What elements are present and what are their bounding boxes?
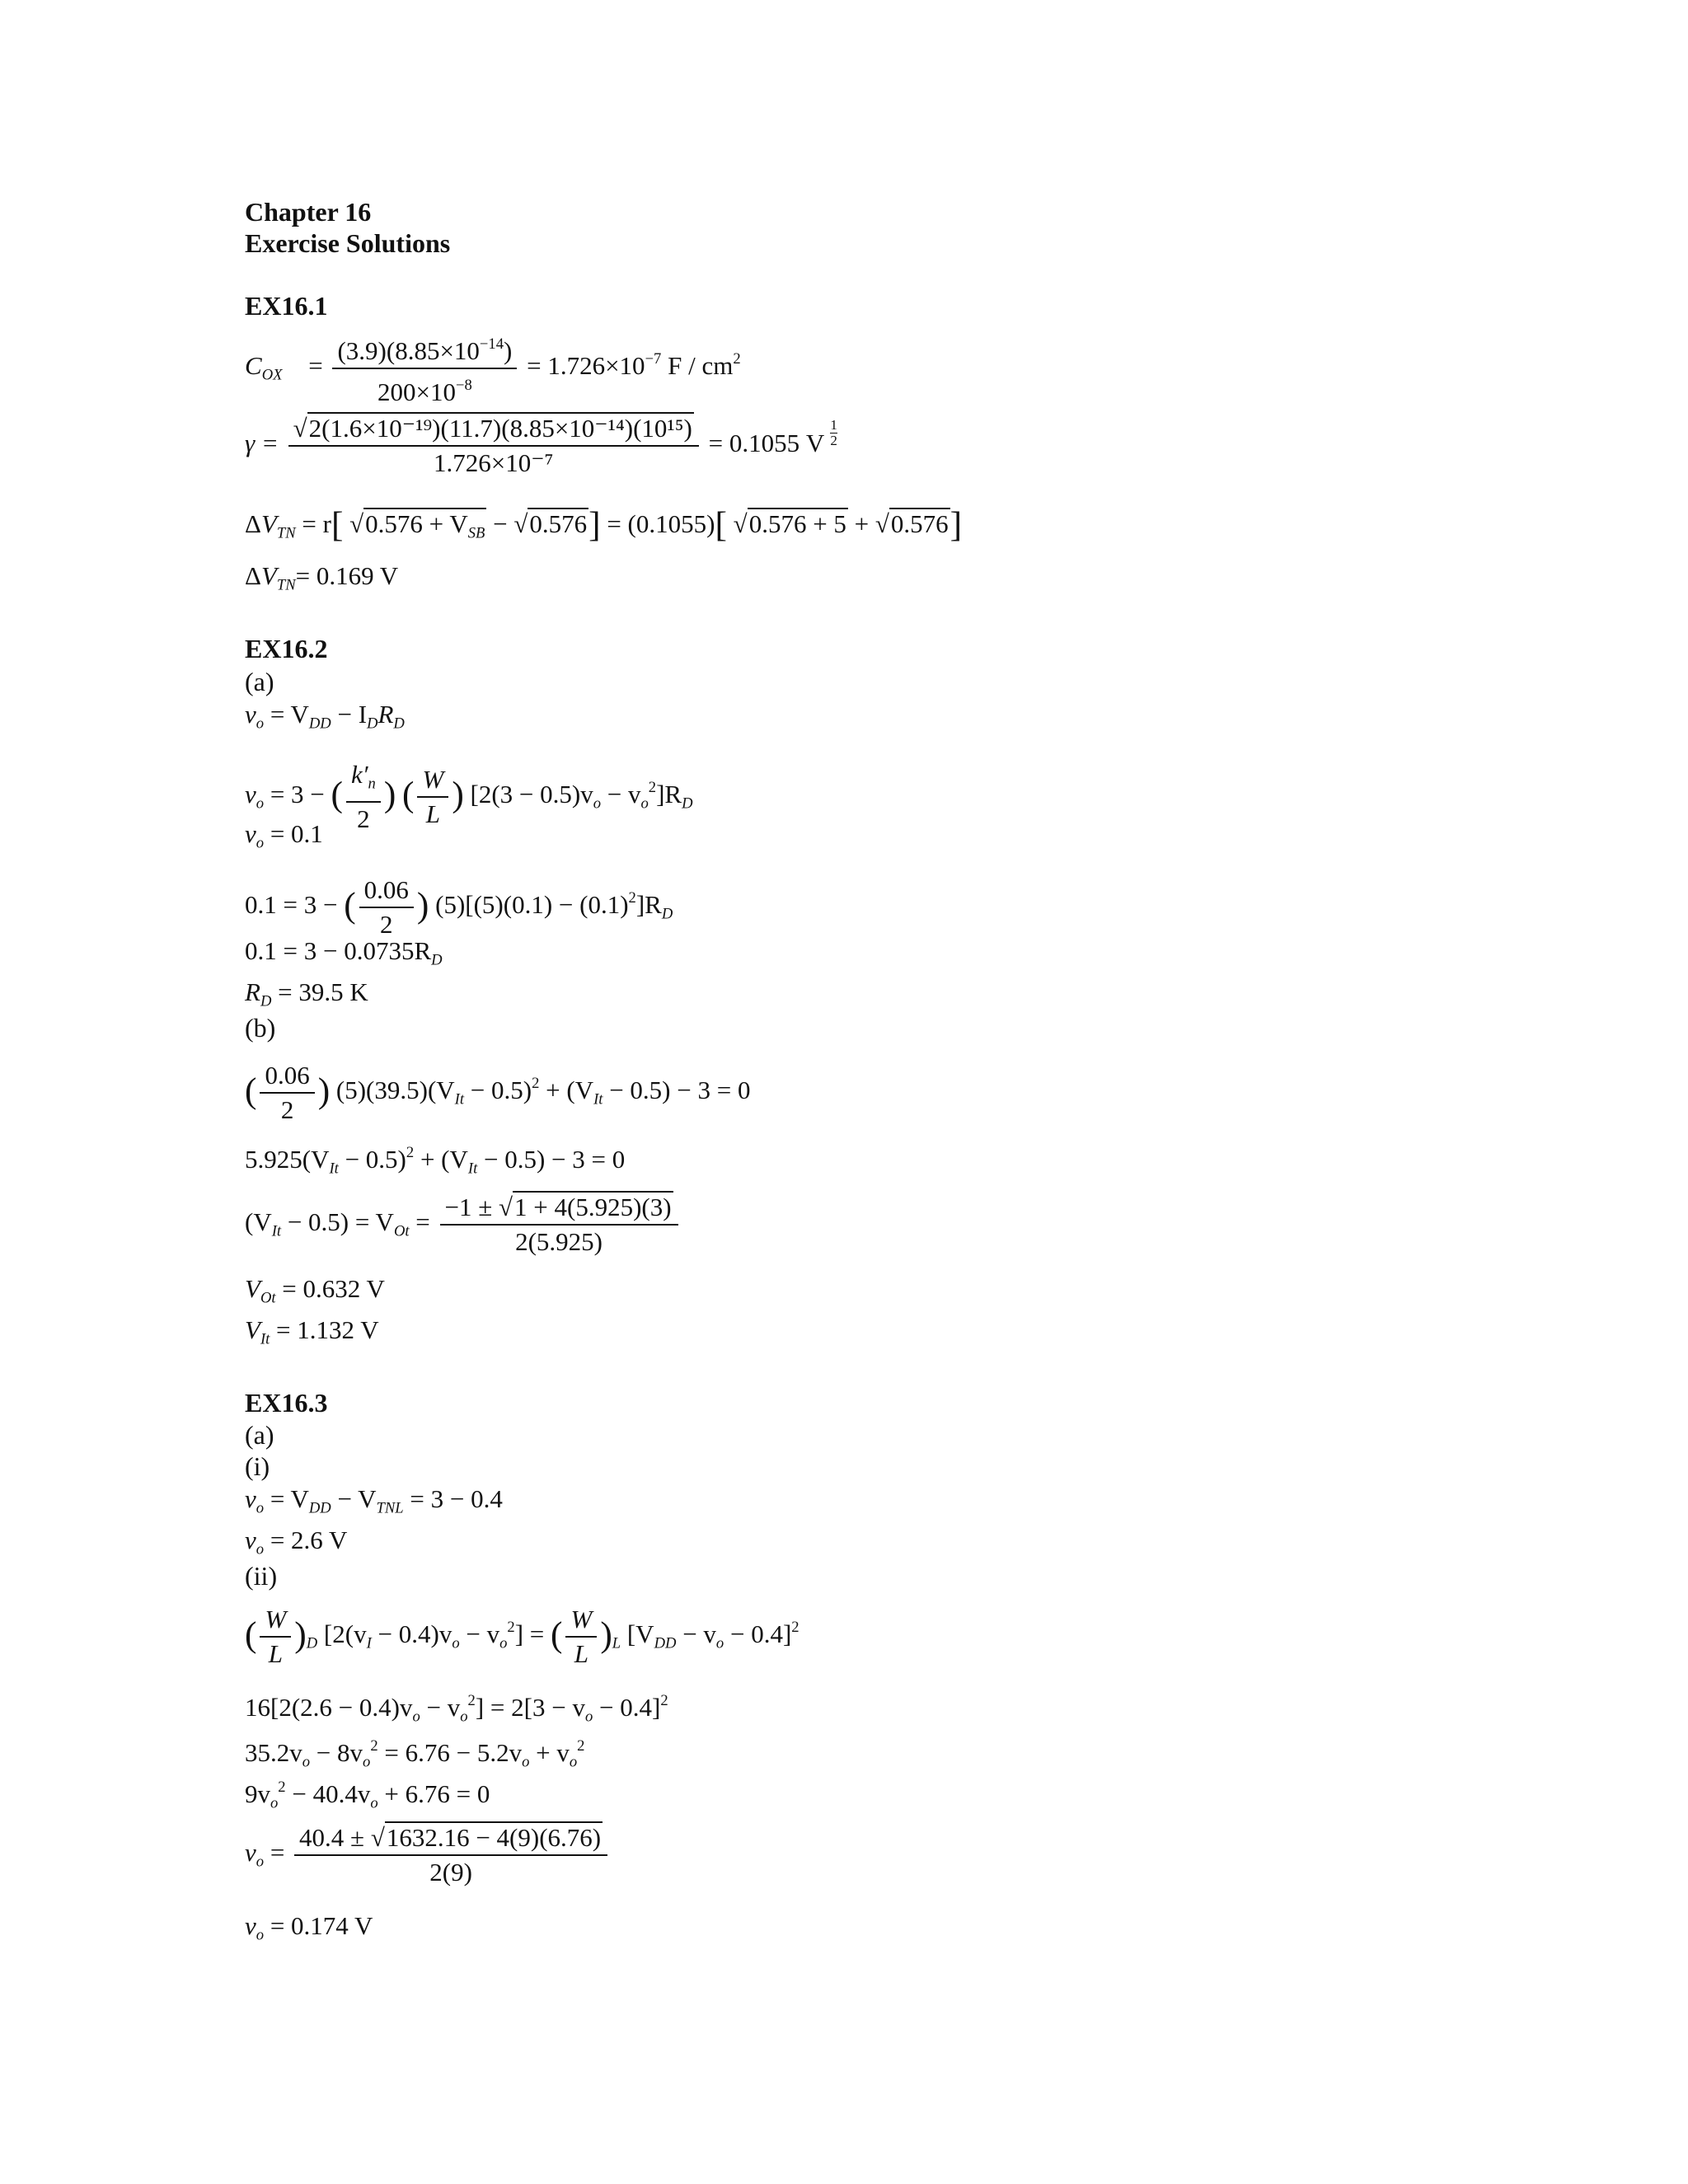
eq-rd-linear: $0.1 = 3 - 0.0735R_D$ xyxy=(245,936,443,969)
eq-substituted-3: $16[2(2.6 - 0.4)v_o - v_o^2] = 2[3 - v_o - 0.4]^2$ xyxy=(245,1692,668,1726)
chapter-title: Chapter 16 xyxy=(245,197,372,227)
document-subtitle: Exercise Solutions xyxy=(245,228,451,258)
frac-gamma: $\frac{\text{√2(1.6×10⁻¹⁹)(11.7)(8.85×10⁻¹⁴)(10¹⁵)}}{\text{1.726×10⁻⁷}}$ xyxy=(288,412,699,480)
eq-vit-simplified: $5.925(V_{It} - 0.5)^2 + (V_{It} - 0.5) - 3 = 0$ xyxy=(245,1144,626,1178)
eq-vo-result-3: $v_o = 0.174$ V xyxy=(245,1911,373,1944)
eq-vo-load: $v_o = V_{DD} - V_{TNL} = 3 - 0.4$ xyxy=(245,1484,503,1517)
part-b-label: (b) xyxy=(245,1013,276,1043)
eq-cox: $C_{OX}$ = $\frac{(3.9)(8.85\times 10^{-14})}{200\times 10^{-8}}$ = $1.726\times 10^{-7}$ F / $cm^2$ xyxy=(245,328,741,409)
eq-delta-vtn: $\Delta V_{TN} = r$[ $√0.576 + V_{SB} - √0.576] = (0.1055)$[ √0.576 + 5 + √0.576] xyxy=(245,504,963,545)
part-a-label-3: (a) xyxy=(245,1420,274,1450)
eq-rd-result: $R_D = 39.5$ K xyxy=(245,977,368,1010)
part-a-label: (a) xyxy=(245,667,274,696)
part-ii-label: (ii) xyxy=(245,1561,278,1591)
eq-current-balance: ( $\frac{W}{L}$ )$_D$ $[2(v_I - 0.4)v_o - v_o^2]$ = ( $\frac{W}{L}$ )$_L$ $[V_{DD} - v_o - 0.4]^2$ xyxy=(245,1605,799,1668)
eq-vot-result: $V_{Ot} = 0.632$ V xyxy=(245,1274,385,1307)
eq-expanded-3: $35.2v_o - 8v_o^2 = 6.76 - 5.2v_o + v_o^2$ xyxy=(245,1737,585,1771)
eq-vo-value: $v_o = 0.1$ xyxy=(245,819,323,852)
eq-gamma: γ = $\frac{\text{√2(1.6×10⁻¹⁹)(11.7)(8.85×10⁻¹⁴)(10¹⁵)}}{\text{1.726×10⁻⁷}}$ = 0.1055 V $\frac{1}{2}$ xyxy=(245,412,837,480)
eq-vo-26: $v_o = 2.6$ V xyxy=(245,1526,348,1558)
eq-vit-quadratic: ( $\frac{0.06}{2}$ ) $(5)(39.5)(V_{It} - 0.5)^2 + (V_{It} - 0.5) - 3 = 0$ xyxy=(245,1061,751,1124)
exercise-title-16-2: EX16.2 xyxy=(245,634,328,663)
eq-quadratic-3: $9v_o^2 - 40.4v_o + 6.76 = 0$ xyxy=(245,1779,490,1812)
eq-vot-formula: $(V_{It} - 0.5) = V_{Ot}$ = $\frac{-1 \pm √1 + 4(5.925)(3)}{2(5.925)}$ xyxy=(245,1191,682,1258)
exercise-title-16-1: EX16.1 xyxy=(245,291,328,321)
eq-vo-kvl: $v_o = V_{DD} - I_DR_D$ xyxy=(245,700,405,733)
exercise-title-16-3: EX16.3 xyxy=(245,1388,328,1418)
frac-cox: $\frac{(3.9)(8.85\times 10^{-14})}{200\times 10^{-8}}$ xyxy=(332,328,517,409)
eq-quadratic-solution: $v_o$ = $\frac{40.4 \pm √1632.16 - 4(9)(6.76)}{2(9)}$ xyxy=(245,1821,611,1889)
eq-vit-result: $V_{It} = 1.132$ V xyxy=(245,1315,379,1348)
part-i-label: (i) xyxy=(245,1451,270,1481)
eq-substituted: 0.1 = 3 − ( $\frac{0.06}{2}$ ) $(5)[(5)(0.1) - (0.1)^2]R_D$ xyxy=(245,875,673,939)
eq-delta-vtn-result: $\Delta V_{TN}= 0.169$ V xyxy=(245,561,399,594)
eq-vo-expanded: $v_o = 3$ − ( $\frac{k'_n}{2}$ ) ( $\frac{W}{L}$ ) $[2(3 - 0.5)v_o - v_o^2]R_D$ xyxy=(245,760,693,833)
